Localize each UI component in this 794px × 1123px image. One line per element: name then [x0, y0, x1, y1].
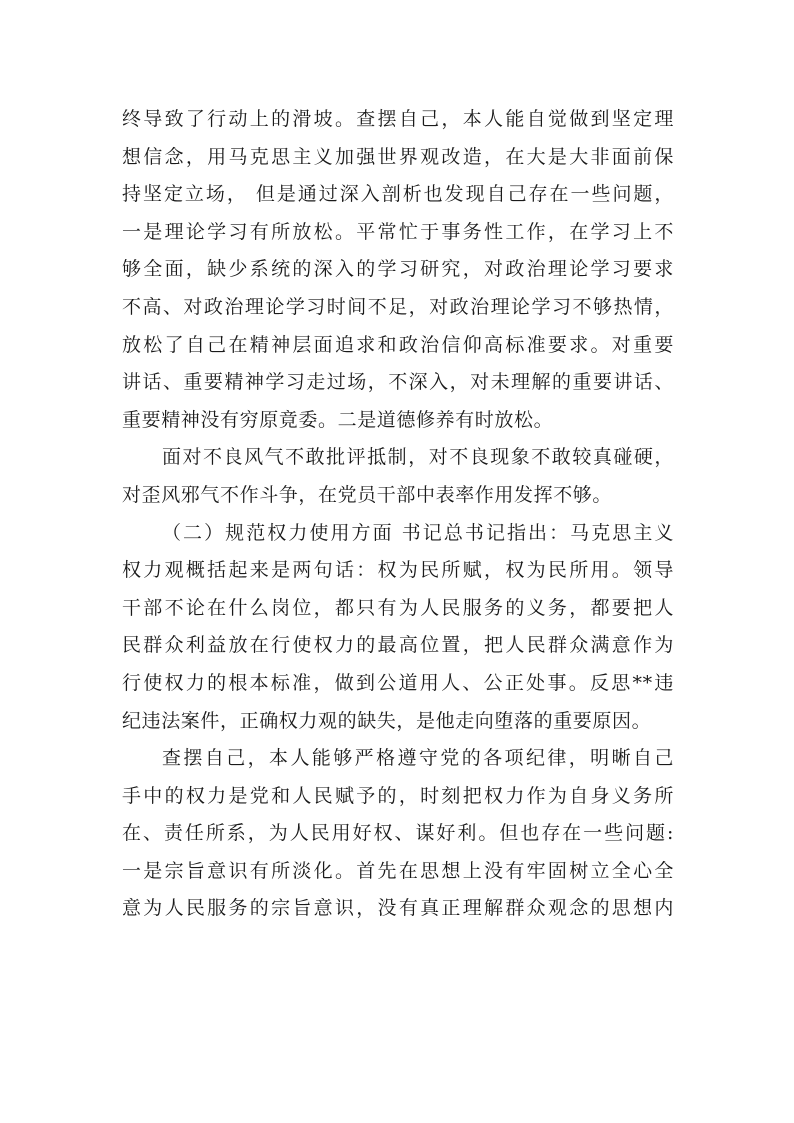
text-line: 一是理论学习有所放松。平常忙于事务性工作，在学习上不	[122, 220, 674, 243]
text-line: 权力观概括起来是两句话：权为民所赋，权为民所用。领导	[122, 559, 674, 582]
text-line: 一是宗旨意识有所淡化。首先在思想上没有牢固树立全心全	[122, 859, 674, 882]
text-line: 放松了自己在精神层面追求和政治信仰高标准要求。对重要	[122, 333, 674, 356]
text-line: 重要精神没有穷原竟委。二是道德修养有时放松。	[122, 408, 554, 431]
text-line: 不高、对政治理论学习时间不足，对政治理论学习不够热情，	[122, 295, 674, 318]
body-text	[122, 101, 674, 928]
text-line: 民群众利益放在行使权力的最高位置，把人民群众满意作为	[122, 634, 674, 657]
text-line: 讲话、重要精神学习走过场，不深入，对未理解的重要讲话、	[122, 371, 674, 394]
text-line: 终导致了行动上的滑坡。查摆自己，本人能自觉做到坚定理	[122, 108, 674, 130]
text-line: 在、责任所系，为人民用好权、谋好利。但也存在一些问题:	[122, 822, 674, 845]
section-heading-line: （二）规范权力使用方面 书记总书记指出：马克思主义	[162, 521, 674, 544]
text-line: 纪违法案件，正确权力观的缺失，是他走向堕落的重要原因。	[122, 709, 652, 732]
text-line: 对歪风邪气不作斗争，在党员干部中表率作用发挥不够。	[122, 483, 613, 506]
text-line: 行使权力的根本标准，做到公道用人、公正处事。反思**违	[122, 671, 674, 694]
text-line: 够全面，缺少系统的深入的学习研究，对政治理论学习要求	[122, 258, 674, 281]
text-line: 查摆自己，本人能够严格遵守党的各项纪律，明晰自己	[162, 747, 674, 770]
text-line: 面对不良风气不敢批评抵制，对不良现象不敢较真碰硬，	[162, 446, 674, 469]
text-line: 持坚定立场， 但是通过深入剖析也发现自己存在一些问题，	[122, 183, 674, 206]
text-line: 手中的权力是党和人民赋予的，时刻把权力作为自身义务所	[122, 784, 674, 807]
text-line: 干部不论在什么岗位，都只有为人民服务的义务，都要把人	[122, 596, 674, 619]
text-line: 想信念，用马克思主义加强世界观改造，在大是大非面前保	[122, 145, 674, 168]
text-line: 意为人民服务的宗旨意识，没有真正理解群众观念的思想内	[122, 897, 674, 920]
